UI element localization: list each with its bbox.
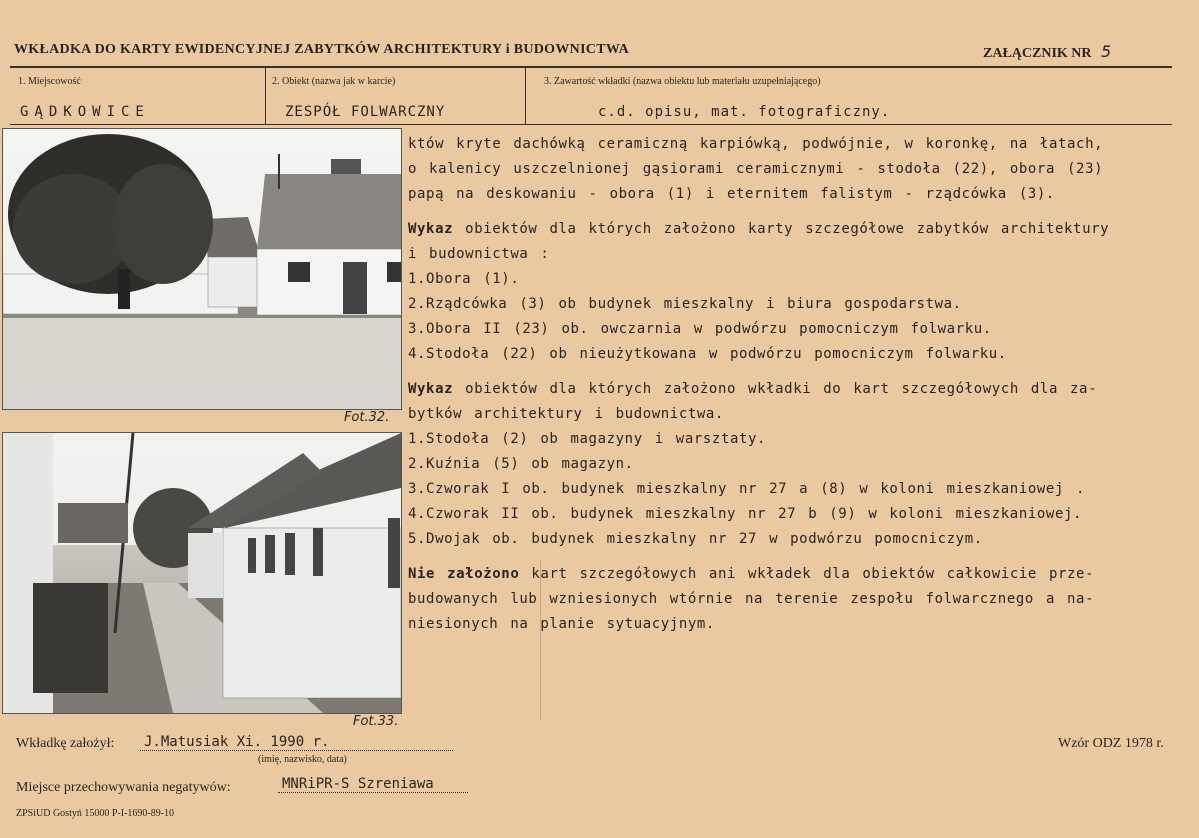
description-text [408,132,1193,647]
location-value: GĄDKOWICE [20,104,150,120]
card-title: WKŁADKA DO KARTY EWIDENCYJNEJ ZABYTKÓW ARCHITEKTURY i BUDOWNICTWA [14,42,630,57]
list2-heading-cont: bytków architektury i budownictwa. [408,406,724,422]
list1-heading [408,217,1193,242]
annex-number: 5 [1101,42,1112,61]
object-value: ZESPÓŁ FOLWARCZNY [285,104,446,120]
location-label: 1. Miejscowość [18,76,81,87]
list1-heading-cont: i budownictwa : [408,246,550,262]
field-divider-2 [525,68,526,124]
note-heading [408,562,1193,587]
list-item: 3.Obora II (23) ob. owczarnia w podwórzu pomocniczym folwarku. [408,321,992,337]
annex-label [983,42,1111,62]
note-line: niesionych na planie sytuacyjnym. [408,616,715,632]
object-label: 2. Obiekt (nazwa jak w karcie) [272,76,396,87]
note-lead: Nie założono [408,566,520,582]
pattern-label: Wzór ODZ 1978 r. [1058,736,1164,751]
intro-line: papą na deskowaniu - obora (1) i eternitem falistym - rządcówka (3). [408,186,1055,202]
header-rule-top [10,66,1172,68]
list-item: 3.Czworak I ob. budynek mieszkalny nr 27 a (8) w koloni mieszkaniowej . [408,481,1086,497]
author-value: J.Matusiak Xi. 1990 r. [140,734,453,751]
list2-heading [408,377,1193,402]
list2-lead: Wykaz [408,381,454,397]
content-value: c.d. opisu, mat. fotograficzny. [598,104,891,120]
photo-lane-buildings-image [3,433,401,713]
storage-label: Miejsce przechowywania negatywów: [16,780,231,795]
note-line: budowanych lub wzniesionych wtórnie na terenie zespołu folwarcznego a na- [408,591,1095,607]
list-item: 2.Rządcówka (3) ob budynek mieszkalny i biura gospodarstwa. [408,296,962,312]
annex-label-text: ZAŁĄCZNIK NR [983,46,1092,61]
detailed-cards-list [408,217,1193,367]
list-item: 1.Obora (1). [408,271,520,287]
list-item: 4.Stodoła (22) ob nieużytkowana w podwórzu pomocniczym folwarku. [408,346,1007,362]
content-label: 3. Zawartość wkładki (nazwa obiektu lub materiału uzupełniającego) [544,76,821,87]
list-item: 5.Dwojak ob. budynek mieszkalny nr 27 w podwórzu pomocniczym. [408,531,983,547]
photo-caption-1: Fot.32. [344,410,390,425]
insert-cards-list [408,377,1193,552]
photo-lane-buildings [2,432,402,714]
field-divider-1 [265,68,266,124]
author-hint: (imię, nazwisko, data) [258,754,347,765]
list-item: 2.Kuźnia (5) ob magazyn. [408,456,634,472]
list2-heading-text: obiektów dla których założono wkładki do kart szczegółowych dla za- [453,381,1098,397]
photo-farm-house [2,128,402,410]
intro-paragraph [408,132,1193,207]
printer-note: ZPSiUD Gostyń 15000 P-I-1690-89-10 [16,808,175,819]
photo-farm-house-image [3,129,401,409]
storage-value: MNRiPR-S Szreniawa [278,776,468,793]
note-line: kart szczegółowych ani wkładek dla obiektów całkowicie prze- [519,566,1095,582]
list1-lead: Wykaz [408,221,454,237]
photo-caption-2: Fot.33. [353,714,399,729]
intro-line: o kalenicy uszczelnionej gąsiorami ceramicznymi - stodoła (22), obora (23) [408,161,1104,177]
list-item: 4.Czworak II ob. budynek mieszkalny nr 27 b (9) w koloni mieszkaniowej. [408,506,1083,522]
header-rule-bottom [10,124,1172,125]
list-item: 1.Stodoła (2) ob magazyny i warsztaty. [408,431,767,447]
note-paragraph [408,562,1193,637]
intro-line: któw kryte dachówką ceramiczną karpiówką, podwójnie, w koronkę, na łatach, [408,136,1104,152]
list1-heading-text: obiektów dla których założono karty szczegółowe zabytków architektury [453,221,1110,237]
author-label: Wkładkę założył: [16,736,115,751]
